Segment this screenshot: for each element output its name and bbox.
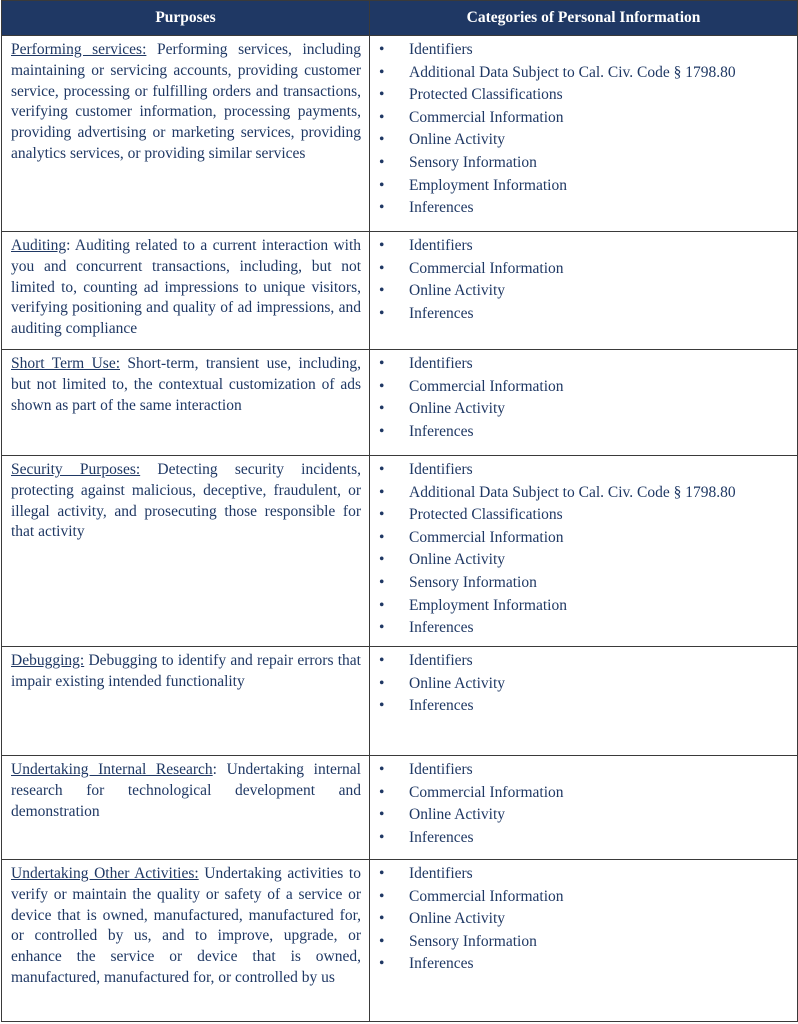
- category-item: • Commercial Information: [370, 886, 797, 909]
- category-item: • Identifiers: [370, 235, 797, 258]
- category-item: • Online Activity: [370, 804, 797, 827]
- purposes-categories-table: [1, 0, 798, 1022]
- table-row: [2, 350, 798, 456]
- category-item: • Identifiers: [370, 459, 797, 482]
- purpose-text: [2, 647, 369, 693]
- category-list: [370, 350, 797, 443]
- purpose-cell: [2, 860, 370, 1022]
- purpose-description: : Undertaking internal research for technological development and demonstration: [11, 761, 361, 820]
- category-list: [370, 232, 797, 325]
- categories-cell: [370, 756, 798, 860]
- categories-cell: [370, 860, 798, 1022]
- category-item: • Sensory Information: [370, 152, 797, 175]
- categories-cell: [370, 36, 798, 232]
- purpose-label: Undertaking Internal Research: [11, 761, 213, 778]
- category-item: • Inferences: [370, 197, 797, 220]
- table-row: [2, 36, 798, 232]
- table-header-row: [2, 1, 798, 36]
- category-item: • Inferences: [370, 827, 797, 850]
- table-row: [2, 860, 798, 1022]
- category-item: • Commercial Information: [370, 258, 797, 281]
- purpose-text: [2, 36, 369, 165]
- purpose-label: Undertaking Other Activities:: [11, 865, 199, 882]
- categories-cell: [370, 647, 798, 756]
- category-item: • Identifiers: [370, 39, 797, 62]
- category-item: • Identifiers: [370, 353, 797, 376]
- table-row: [2, 647, 798, 756]
- category-item: • Online Activity: [370, 673, 797, 696]
- purpose-description: : Auditing related to a current interaction with you and concurrent transactions, including, but not limited to, counting ad impressions to unique visitors, verifying positioning and quality of ad impressions, and auditing compliance: [11, 237, 361, 338]
- purpose-label: Performing services:: [11, 41, 147, 58]
- category-list: [370, 756, 797, 849]
- category-item: • Employment Information: [370, 595, 797, 618]
- category-item: • Inferences: [370, 695, 797, 718]
- categories-cell: [370, 456, 798, 647]
- purpose-description: Performing services, including maintaining or servicing accounts, providing customer service, processing or fulfilling orders and transactions, verifying customer information, processing payments, providing advertising or marketing services, providing analytics services, or providing similar services: [11, 41, 361, 162]
- purpose-text: [2, 350, 369, 416]
- category-item: • Inferences: [370, 303, 797, 326]
- purpose-text: [2, 756, 369, 822]
- category-item: • Sensory Information: [370, 931, 797, 954]
- header-categories: Categories of Personal Information: [370, 1, 798, 36]
- category-list: [370, 647, 797, 718]
- category-list: [370, 860, 797, 976]
- categories-cell: [370, 232, 798, 350]
- header-purposes: Purposes: [2, 1, 370, 36]
- category-item: • Additional Data Subject to Cal. Civ. Code § 1798.80: [370, 62, 797, 85]
- purpose-cell: [2, 647, 370, 756]
- category-item: • Online Activity: [370, 280, 797, 303]
- category-item: • Inferences: [370, 617, 797, 640]
- purpose-label: Security Purposes:: [11, 461, 141, 478]
- purpose-description: Debugging to identify and repair errors that impair existing intended functionality: [11, 652, 361, 690]
- purpose-description: Undertaking activities to verify or maintain the quality or safety of a service or device that is owned, manufactured, manufactured for, or controlled by us, and to improve, upgrade, or enhance the service or device that is owned, manufactured, manufactured for, or controlled by us: [11, 865, 361, 986]
- purpose-label: Short Term Use:: [11, 355, 121, 372]
- category-item: • Commercial Information: [370, 527, 797, 550]
- category-item: • Additional Data Subject to Cal. Civ. Code § 1798.80: [370, 482, 797, 505]
- category-item: • Protected Classifications: [370, 504, 797, 527]
- purpose-cell: [2, 232, 370, 350]
- purpose-description: Detecting security incidents, protecting against malicious, deceptive, fraudulent, or illegal activity, and prosecuting those responsible for that activity: [11, 461, 362, 541]
- category-item: • Inferences: [370, 953, 797, 976]
- category-item: • Online Activity: [370, 129, 797, 152]
- table-body: [2, 36, 798, 1022]
- table-row: [2, 232, 798, 350]
- category-item: • Commercial Information: [370, 782, 797, 805]
- purpose-cell: [2, 756, 370, 860]
- category-item: • Sensory Information: [370, 572, 797, 595]
- category-item: • Protected Classifications: [370, 84, 797, 107]
- category-item: • Online Activity: [370, 398, 797, 421]
- table-row: [2, 456, 798, 647]
- purpose-text: [2, 456, 369, 543]
- purpose-description: Short-term, transient use, including, but not limited to, the contextual customization of ads shown as part of the same interaction: [11, 355, 361, 414]
- category-item: • Identifiers: [370, 650, 797, 673]
- purpose-cell: [2, 36, 370, 232]
- purpose-label: Debugging:: [11, 652, 85, 669]
- category-item: • Inferences: [370, 421, 797, 444]
- category-item: • Employment Information: [370, 175, 797, 198]
- purpose-cell: [2, 456, 370, 647]
- purpose-label: Auditing: [11, 237, 67, 254]
- category-item: • Identifiers: [370, 863, 797, 886]
- category-item: • Identifiers: [370, 759, 797, 782]
- categories-cell: [370, 350, 798, 456]
- category-item: • Commercial Information: [370, 376, 797, 399]
- category-item: • Online Activity: [370, 549, 797, 572]
- purpose-cell: [2, 350, 370, 456]
- purpose-text: [2, 232, 369, 340]
- category-list: [370, 36, 797, 220]
- category-item: • Online Activity: [370, 908, 797, 931]
- purpose-text: [2, 860, 369, 989]
- category-item: • Commercial Information: [370, 107, 797, 130]
- category-list: [370, 456, 797, 640]
- table-row: [2, 756, 798, 860]
